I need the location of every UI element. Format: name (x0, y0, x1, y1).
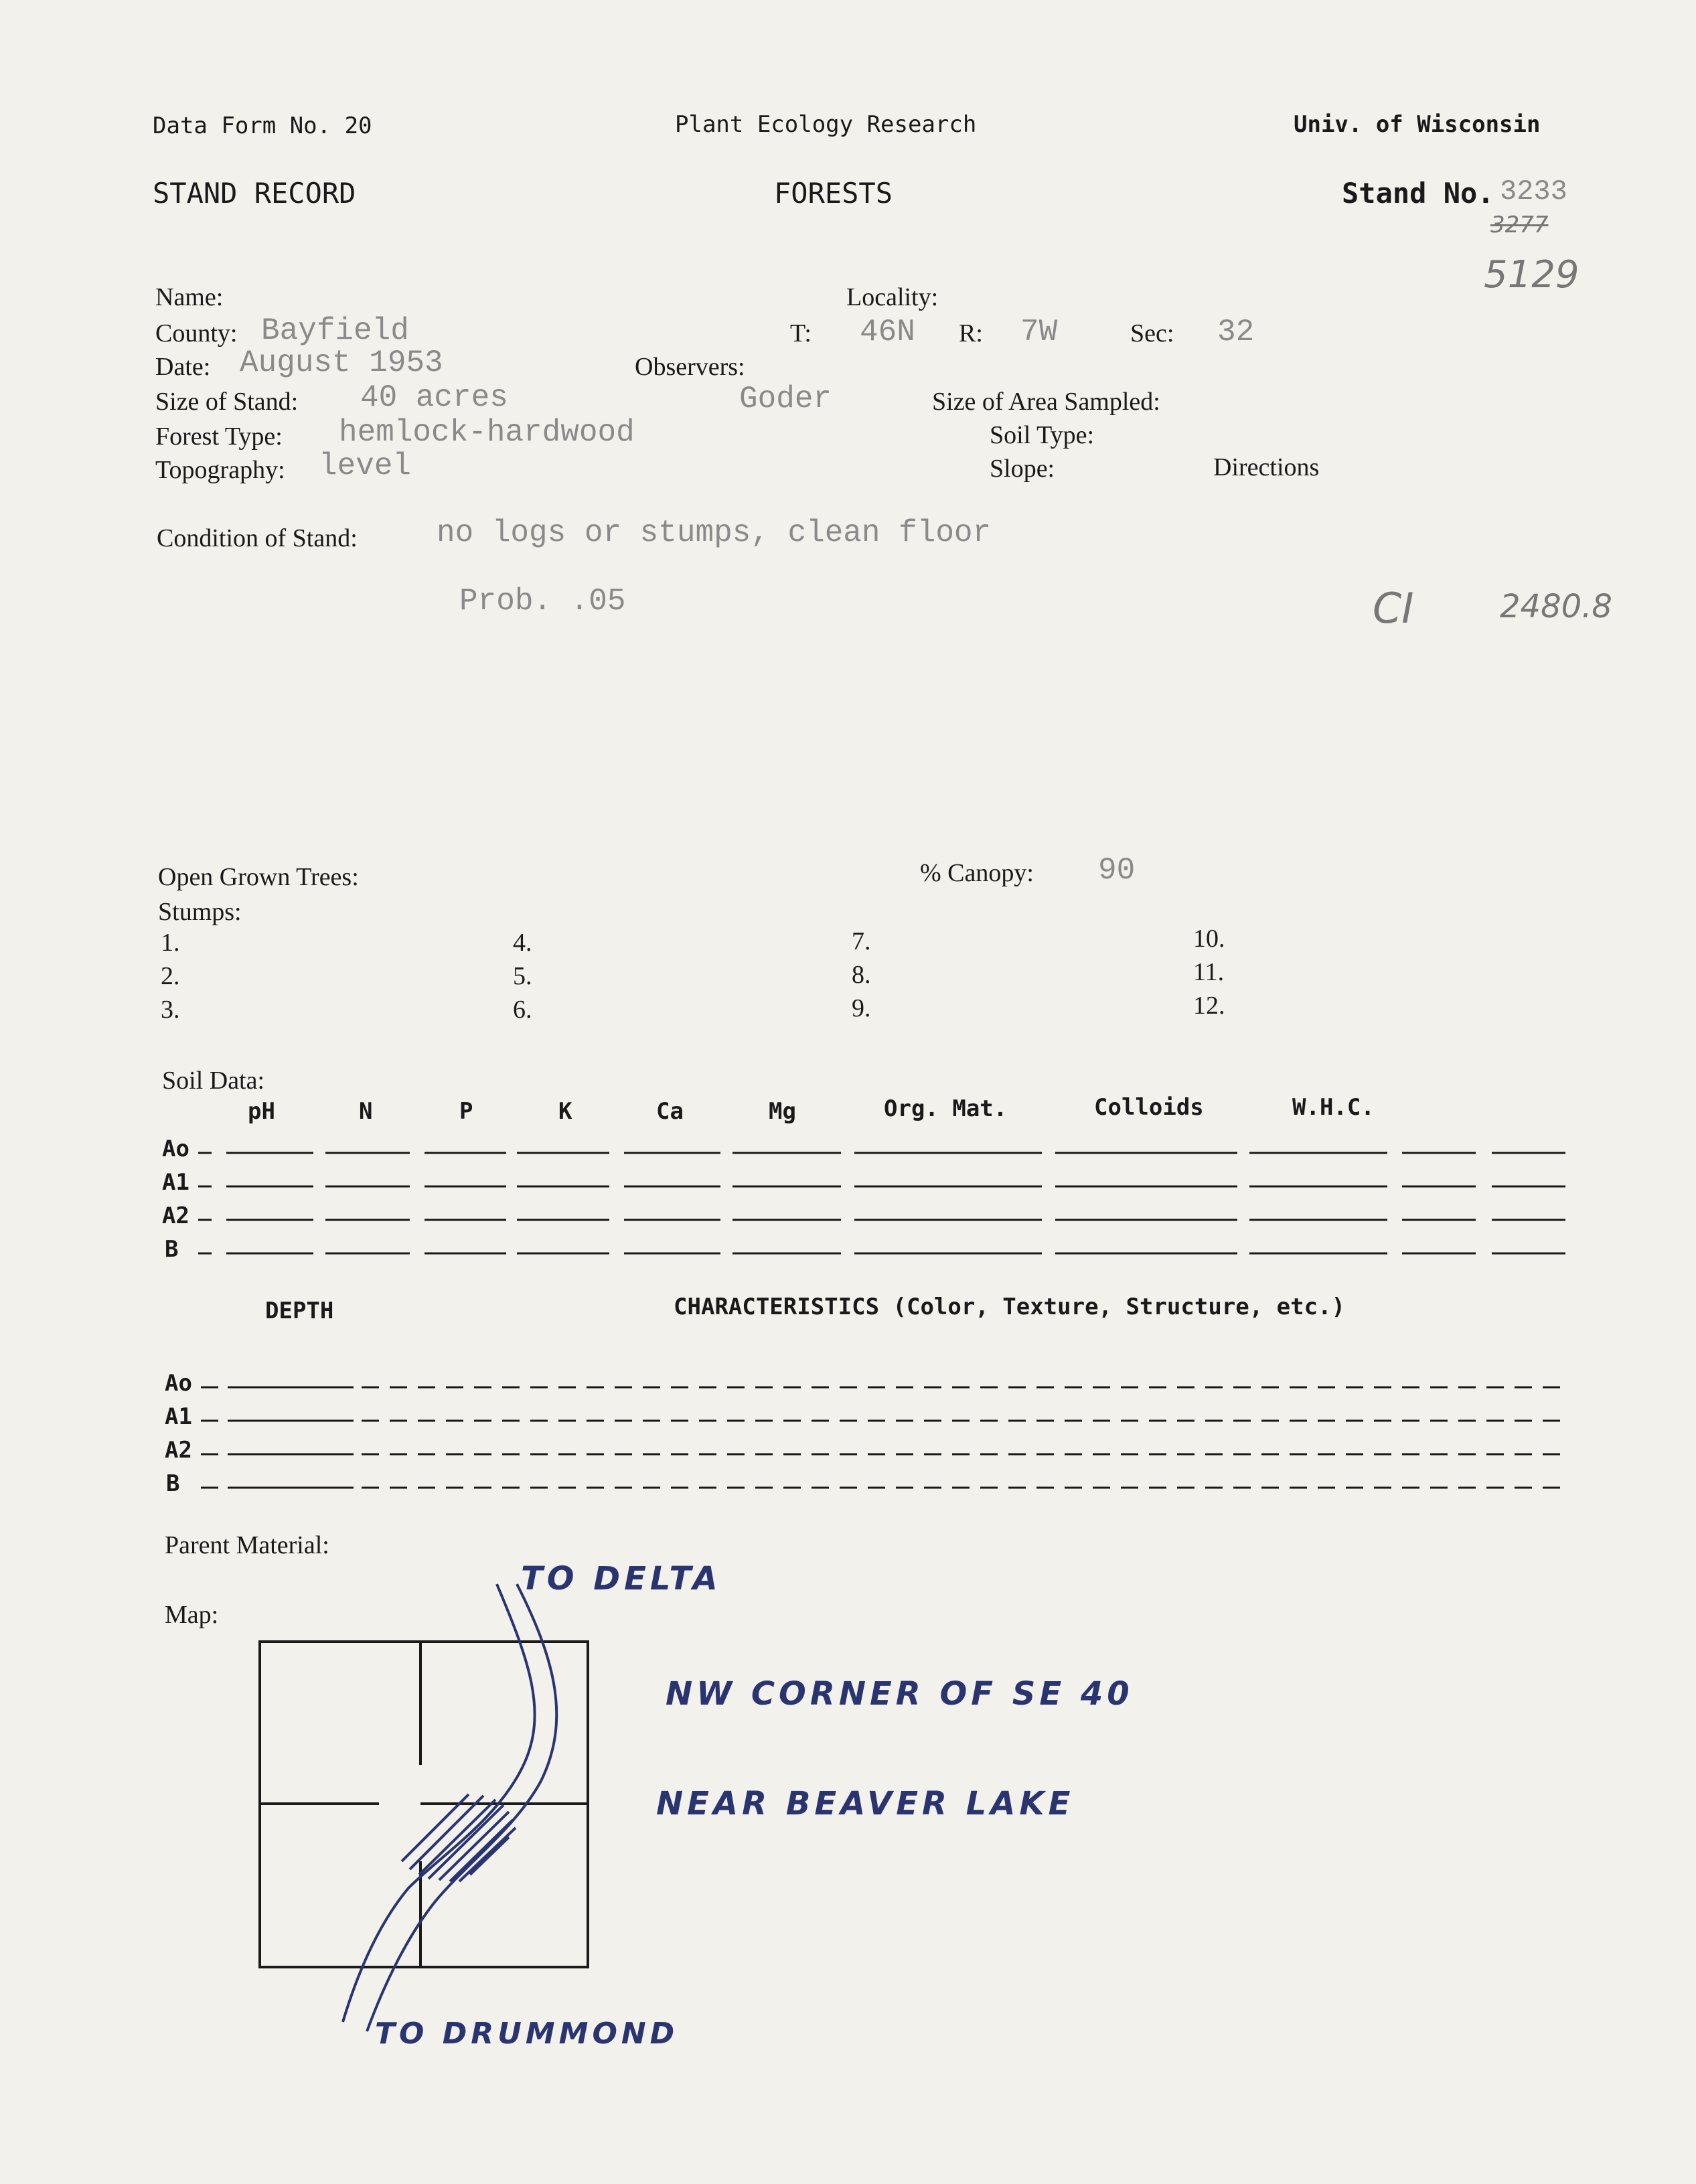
observers-label: Observers: (635, 353, 745, 381)
stump-number: 12. (1193, 992, 1225, 1020)
map-label: Map: (165, 1601, 219, 1629)
characteristics-label: CHARACTERISTICS (Color, Texture, Structure, etc.) (674, 1294, 1346, 1320)
record-title: STAND RECORD (153, 177, 356, 210)
township-value: 46N (860, 315, 915, 349)
char-row-label: B (166, 1470, 180, 1497)
county-label: County: (155, 319, 238, 347)
soil-col-ph: pH (248, 1098, 275, 1125)
soil-row-label: Ao (162, 1136, 189, 1162)
name-label: Name: (155, 283, 224, 311)
stand-no-label: Stand No. (1342, 177, 1494, 210)
stand-no-value: 3233 (1500, 175, 1567, 208)
forest-type-label: Forest Type: (155, 422, 283, 451)
stump-number: 10. (1193, 925, 1225, 953)
stump-number: 4. (513, 929, 532, 957)
open-grown-label: Open Grown Trees: (158, 863, 359, 891)
condition-value: no logs or stumps, clean floor (437, 516, 992, 550)
size-value: 40 acres (360, 380, 508, 415)
soil-col-whc: W.H.C. (1292, 1094, 1375, 1121)
stump-number: 5. (513, 962, 532, 990)
canopy-label: % Canopy: (920, 859, 1034, 887)
soil-data-label: Soil Data: (162, 1067, 265, 1095)
stump-number: 9. (852, 994, 871, 1022)
canopy-value: 90 (1098, 853, 1136, 888)
parent-material-label: Parent Material: (165, 1531, 329, 1559)
soil-row-lines (198, 1153, 1565, 1253)
stump-number: 1. (161, 929, 180, 957)
soil-type-label: Soil Type: (990, 421, 1095, 449)
date-label: Date: (155, 353, 211, 381)
char-row-label: A1 (165, 1403, 192, 1430)
directions-label: Directions (1213, 453, 1320, 481)
county-value: Bayfield (261, 313, 409, 348)
location-note: NW CORNER OF SE 40 (666, 1675, 1134, 1713)
university: Univ. of Wisconsin (1294, 111, 1541, 138)
stumps-label: Stumps: (158, 898, 242, 926)
section-label: Sec: (1130, 319, 1174, 347)
soil-col-colloids: Colloids (1094, 1094, 1204, 1121)
soil-row-label: A1 (162, 1169, 189, 1196)
soil-col-ca: Ca (656, 1098, 684, 1125)
ci-value: 2480.8 (1500, 588, 1612, 625)
soil-col-k: K (558, 1098, 572, 1125)
soil-col-mg: Mg (769, 1098, 796, 1125)
soil-col-org-mat: Org. Mat. (884, 1095, 1008, 1122)
size-label: Size of Stand: (155, 388, 299, 416)
date-value: August 1953 (240, 345, 443, 380)
stand-no-handwritten: 5129 (1484, 253, 1579, 297)
area-sampled-label: Size of Area Sampled: (932, 388, 1160, 416)
characteristics-lines (201, 1387, 1567, 1488)
stump-number: 3. (161, 996, 180, 1024)
stump-number: 6. (513, 996, 532, 1024)
stump-number: 7. (852, 927, 871, 955)
research-title: Plant Ecology Research (675, 111, 977, 138)
condition-label: Condition of Stand: (157, 524, 358, 552)
locality-label: Locality: (846, 283, 939, 311)
to-drummond-note: TO DRUMMOND (375, 2017, 679, 2051)
slope-label: Slope: (990, 455, 1055, 483)
soil-col-n: N (359, 1098, 373, 1125)
topography-label: Topography: (155, 456, 285, 484)
forests-title: FORESTS (774, 177, 893, 210)
topography-value: level (319, 449, 412, 483)
ci-label: CI (1373, 584, 1414, 633)
soil-data-lines (198, 1153, 1565, 1253)
forest-type-value: hemlock-hardwood (339, 415, 635, 450)
soil-row-label: A2 (162, 1202, 189, 1229)
township-label: T: (790, 319, 812, 347)
form-number: Data Form No. 20 (153, 112, 372, 139)
section-value: 32 (1217, 315, 1255, 349)
road-drawing (343, 1584, 556, 2031)
observers-value: Goder (739, 382, 832, 416)
stump-number: 11. (1193, 958, 1225, 986)
probability: Prob. .05 (459, 584, 626, 619)
range-value: 7W (1020, 315, 1058, 349)
stump-number: 8. (852, 961, 871, 989)
soil-col-p: P (459, 1098, 473, 1125)
char-row-label: Ao (165, 1370, 192, 1397)
depth-label: DEPTH (265, 1298, 334, 1324)
soil-row-label: B (165, 1236, 179, 1263)
stand-no-alt: 3277 (1490, 212, 1549, 238)
char-row-label: A2 (165, 1437, 192, 1464)
to-delta-note: TO DELTA (521, 1560, 722, 1597)
range-label: R: (959, 319, 983, 347)
stump-number: 2. (161, 962, 180, 990)
beaver-lake-note: NEAR BEAVER LAKE (656, 1785, 1075, 1822)
